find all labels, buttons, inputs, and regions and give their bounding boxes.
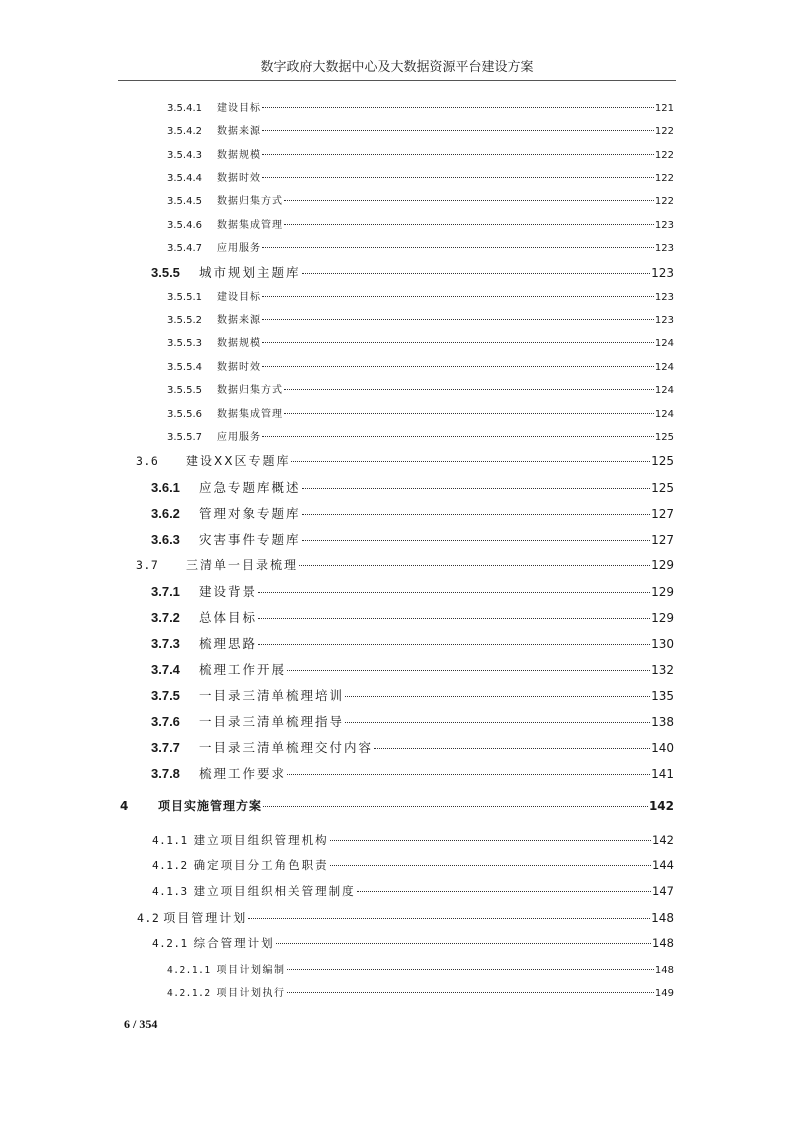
toc-entry[interactable]: [167, 311, 674, 326]
page-number-footer: 6 / 354: [124, 1017, 158, 1031]
toc-entry-page: 129: [651, 558, 674, 572]
toc-dot-leader: [302, 488, 651, 489]
toc-entry-number: 3.5.4.5: [167, 196, 202, 207]
toc-entry-page: 142: [652, 833, 674, 847]
toc-entry[interactable]: [151, 478, 674, 496]
toc-entry-title: 综合管理计划: [193, 936, 275, 950]
toc-entry-number: 4.1.1: [152, 834, 188, 847]
page-header-title: 数字政府大数据中心及大数据资源平台建设方案: [260, 60, 534, 75]
toc-entry-number: 3.7: [136, 558, 159, 572]
toc-entry-page: 141: [651, 767, 674, 781]
toc-dot-leader: [262, 130, 654, 131]
toc-entry-page: 135: [651, 689, 674, 703]
toc-entry-title: 项目实施管理方案: [158, 799, 263, 813]
toc-entry-title: 数据归集方式: [217, 385, 283, 396]
toc-dot-leader: [287, 992, 654, 993]
toc-entry-number: 3.5.5.3: [167, 338, 202, 349]
toc-dot-leader: [357, 891, 651, 892]
toc-entry-title: 建设目标: [217, 292, 261, 303]
toc-entry-number: 4.2.1.2: [167, 988, 211, 999]
toc-entry[interactable]: [167, 961, 674, 976]
toc-entry-title: 应用服务: [217, 243, 261, 254]
toc-entry-number: 3.5.5.1: [167, 292, 202, 303]
toc-dot-leader: [284, 200, 654, 201]
toc-entry-page: 124: [654, 338, 674, 349]
toc-entry-page: 129: [651, 585, 674, 599]
toc-dot-leader: [262, 342, 654, 343]
toc-entry-page: 125: [651, 481, 674, 495]
toc-entry-title: 数据集成管理: [217, 409, 283, 420]
toc-entry-title: 应急专题库概述: [199, 480, 301, 495]
toc-entry-page: 124: [654, 385, 674, 396]
toc-entry-title: 建设XX区专题库: [186, 454, 291, 468]
toc-dot-leader: [262, 247, 654, 248]
toc-entry-page: 149: [654, 988, 674, 999]
toc-entry-page: 123: [654, 292, 674, 303]
toc-dot-leader: [258, 592, 650, 593]
toc-entry-page: 144: [652, 858, 674, 872]
toc-entry-title: 管理对象专题库: [199, 506, 301, 521]
toc-entry-page: 123: [654, 315, 674, 326]
toc-dot-leader: [262, 107, 654, 108]
toc-entry-title: 建设目标: [217, 103, 261, 114]
toc-dot-leader: [287, 670, 650, 671]
toc-entry[interactable]: [167, 99, 674, 114]
toc-entry-number: 3.5.5.2: [167, 315, 202, 326]
toc-entry-number: 3.5.5.6: [167, 409, 202, 420]
toc-entry[interactable]: [151, 712, 674, 730]
toc-entry-page: 123: [654, 243, 674, 254]
toc-entry-title: 应用服务: [217, 432, 261, 443]
toc-dot-leader: [345, 722, 650, 723]
toc-entry-title: 数据时效: [217, 173, 261, 184]
toc-entry-title: 建设背景: [199, 584, 258, 599]
toc-entry-number: 3.5.4.2: [167, 126, 202, 137]
toc-entry-page: 125: [654, 432, 674, 443]
toc-dot-leader: [284, 389, 654, 390]
toc-entry-number: 4.1.2: [152, 859, 188, 872]
toc-dot-leader: [258, 644, 650, 645]
toc-dot-leader: [276, 943, 651, 944]
toc-entry-title: 建立项目组织相关管理制度: [193, 884, 356, 898]
toc-entry-number: 4.2.1: [152, 937, 188, 950]
toc-entry[interactable]: [167, 288, 674, 303]
toc-entry[interactable]: [167, 216, 674, 231]
toc-dot-leader: [262, 366, 654, 367]
toc-entry-page: 127: [651, 533, 674, 547]
toc-entry-page: 148: [651, 911, 674, 925]
toc-entry-page: 122: [654, 173, 674, 184]
toc-entry-number: 4: [120, 799, 129, 813]
toc-entry-page: 123: [654, 220, 674, 231]
toc-entry[interactable]: [136, 556, 674, 573]
toc-entry-page: 147: [652, 884, 674, 898]
toc-entry-title: 梳理工作开展: [199, 662, 287, 677]
toc-entry-page: 125: [651, 454, 674, 468]
toc-entry-page: 130: [651, 637, 674, 651]
toc-entry-number: 3.5.4.1: [167, 103, 202, 114]
toc-entry-number: 3.5.5.5: [167, 385, 202, 396]
toc-entry-title: 数据规模: [217, 338, 261, 349]
toc-dot-leader: [263, 806, 648, 807]
toc-entry-number: 4.2.1.1: [167, 965, 211, 976]
toc-entry-number: 3.6.1: [151, 480, 180, 495]
toc-dot-leader: [302, 273, 651, 274]
toc-entry[interactable]: [151, 504, 674, 522]
toc-entry-number: 3.5.5.7: [167, 432, 202, 443]
toc-entry-number: 3.6: [136, 454, 159, 468]
toc-entry-number: 3.5.4.4: [167, 173, 202, 184]
toc-entry-page: 124: [654, 362, 674, 373]
toc-entry[interactable]: [167, 381, 674, 396]
toc-entry[interactable]: [136, 452, 674, 469]
toc-entry-title: 三清单一目录梳理: [186, 558, 299, 572]
toc-entry[interactable]: [151, 686, 674, 704]
toc-dot-leader: [262, 296, 654, 297]
toc-entry-number: 3.7.8: [151, 766, 180, 781]
toc-entry-page: 123: [651, 266, 674, 280]
toc-entry[interactable]: [167, 146, 674, 161]
toc-entry-number: 3.7.7: [151, 740, 180, 755]
toc-entry-page: 129: [651, 611, 674, 625]
toc-entry-page: 148: [652, 936, 674, 950]
toc-entry[interactable]: [167, 405, 674, 420]
toc-entry-page: 132: [651, 663, 674, 677]
toc-entry[interactable]: [167, 984, 674, 999]
toc-entry-title: 数据归集方式: [217, 196, 283, 207]
toc-entry-title: 建立项目组织管理机构: [193, 833, 329, 847]
toc-entry[interactable]: [167, 334, 674, 349]
toc-entry[interactable]: [151, 738, 674, 756]
toc-dot-leader: [248, 918, 650, 919]
toc-dot-leader: [330, 840, 651, 841]
toc-entry-title: 数据集成管理: [217, 220, 283, 231]
toc-entry-page: 124: [654, 409, 674, 420]
toc-dot-leader: [262, 436, 654, 437]
toc-entry-page: 127: [651, 507, 674, 521]
toc-entry-number: 4.1.3: [152, 885, 188, 898]
toc-entry-number: 3.7.3: [151, 636, 180, 651]
toc-entry[interactable]: [167, 122, 674, 137]
toc-entry-title: 灾害事件专题库: [199, 532, 301, 547]
toc-entry-page: 142: [648, 799, 674, 813]
toc-entry[interactable]: [167, 239, 674, 254]
toc-entry[interactable]: [152, 857, 674, 873]
toc-entry-title: 梳理工作要求: [199, 766, 287, 781]
toc-entry-number: 3.7.2: [151, 610, 180, 625]
toc-dot-leader: [262, 154, 654, 155]
toc-entry-page: 122: [654, 196, 674, 207]
toc-entry-number: 3.5.4.3: [167, 150, 202, 161]
toc-dot-leader: [262, 319, 654, 320]
toc-entry-number: 3.5.5.4: [167, 362, 202, 373]
toc-dot-leader: [262, 177, 654, 178]
toc-entry-title: 一目录三清单梳理交付内容: [199, 740, 374, 755]
toc-entry-title: 数据来源: [217, 315, 261, 326]
toc-entry-number: 3.7.4: [151, 662, 180, 677]
toc-dot-leader: [284, 224, 654, 225]
toc-entry-page: 122: [654, 150, 674, 161]
toc-entry-title: 项目计划执行: [216, 988, 286, 999]
toc-entry[interactable]: [151, 582, 674, 600]
toc-entry-title: 数据时效: [217, 362, 261, 373]
toc-dot-leader: [287, 774, 650, 775]
toc-entry-page: 138: [651, 715, 674, 729]
toc-entry-number: 3.6.3: [151, 532, 180, 547]
toc-entry[interactable]: [151, 263, 674, 281]
toc-entry[interactable]: [151, 634, 674, 652]
toc-entry-number: 3.5.5: [151, 265, 180, 280]
header-divider: [118, 80, 676, 81]
toc-entry-title: 项目计划编制: [216, 965, 286, 976]
toc-entry-number: 3.5.4.7: [167, 243, 202, 254]
toc-entry-number: 3.7.5: [151, 688, 180, 703]
toc-entry-number: 3.5.4.6: [167, 220, 202, 231]
toc-entry-page: 140: [651, 741, 674, 755]
toc-dot-leader: [374, 748, 650, 749]
toc-entry-title: 一目录三清单梳理指导: [199, 714, 345, 729]
toc-entry[interactable]: [151, 660, 674, 678]
toc-entry-page: 121: [654, 103, 674, 114]
toc-entry[interactable]: [152, 935, 674, 951]
toc-entry-page: 148: [654, 965, 674, 976]
toc-entry-title: 梳理思路: [199, 636, 258, 651]
toc-entry[interactable]: [167, 428, 674, 443]
toc-dot-leader: [330, 865, 651, 866]
toc-dot-leader: [345, 696, 650, 697]
toc-dot-leader: [291, 461, 650, 462]
toc-entry[interactable]: [167, 192, 674, 207]
toc-dot-leader: [284, 413, 654, 414]
toc-entry-title: 城市规划主题库: [199, 265, 301, 280]
toc-entry-number: 3.7.1: [151, 584, 180, 599]
toc-entry[interactable]: [137, 909, 674, 926]
toc-entry-title: 项目管理计划: [163, 911, 248, 925]
toc-dot-leader: [302, 514, 651, 515]
toc-entry-number: 3.6.2: [151, 506, 180, 521]
toc-entry[interactable]: [151, 608, 674, 626]
toc-dot-leader: [299, 565, 650, 566]
toc-entry-number: 4.2: [137, 911, 160, 925]
toc-dot-leader: [287, 969, 654, 970]
toc-entry-page: 122: [654, 126, 674, 137]
toc-entry-number: 3.7.6: [151, 714, 180, 729]
toc-dot-leader: [302, 540, 651, 541]
toc-entry[interactable]: [151, 764, 674, 782]
toc-entry-title: 数据规模: [217, 150, 261, 161]
toc-entry[interactable]: [152, 832, 674, 848]
toc-entry[interactable]: [120, 797, 674, 814]
toc-entry[interactable]: [152, 883, 674, 899]
toc-entry[interactable]: [167, 358, 674, 373]
toc-entry-title: 确定项目分工角色职责: [193, 858, 329, 872]
toc-entry-title: 一目录三清单梳理培训: [199, 688, 345, 703]
toc-entry-title: 总体目标: [199, 610, 258, 625]
toc-entry-title: 数据来源: [217, 126, 261, 137]
toc-entry[interactable]: [151, 530, 674, 548]
toc-dot-leader: [258, 618, 650, 619]
toc-entry[interactable]: [167, 169, 674, 184]
